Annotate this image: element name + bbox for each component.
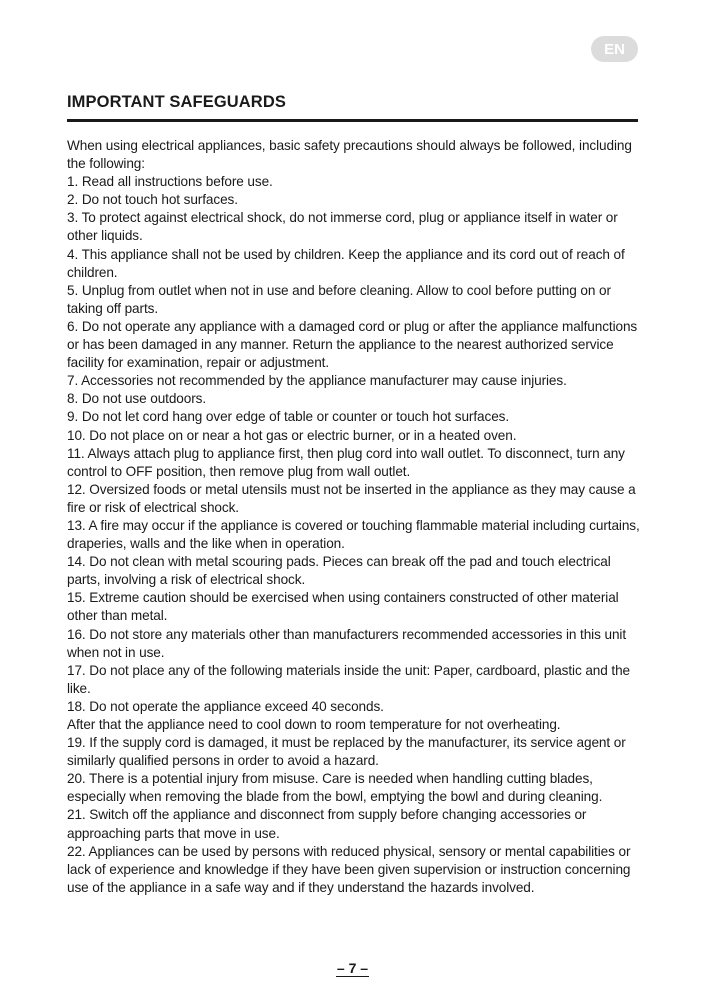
safeguard-item-22: 22. Appliances can be used by persons with reduced physical, sensory or mental capabilities or lack of experience and knowledge if they have been given supervision or instruction concerning use of the appliance in a safe way and if they understand the hazards involved. — [67, 843, 631, 895]
page-number — [0, 960, 705, 976]
safeguard-item-19: 19. If the supply cord is damaged, it must be replaced by the manufacturer, its service agent or similarly qualified persons in order to avoid a hazard. — [67, 735, 626, 769]
safeguard-item-11: 11. Always attach plug to appliance first, then plug cord into wall outlet. To disconnect, turn any control to OFF position, then remove plug from wall outlet. — [67, 445, 625, 479]
safeguard-item-15: 15. Extreme caution should be exercised when using containers constructed of other material other than metal. — [67, 590, 619, 624]
safeguard-item-14: 14. Do not clean with metal scouring pads. Pieces can break off the pad and touch electrical parts, involving a risk of electrical shock. — [67, 554, 611, 588]
safeguard-item-18-note: After that the appliance need to cool down to room temperature for not overheating. — [67, 717, 561, 732]
safeguard-item-4: 4. This appliance shall not be used by children. Keep the appliance and its cord out of reach of children. — [67, 246, 625, 280]
title-underline — [67, 119, 638, 122]
safeguard-item-1: 1. Read all instructions before use. — [67, 174, 273, 190]
safeguard-item-5: 5. Unplug from outlet when not in use and before cleaning. Allow to cool before putting on or taking off parts. — [67, 282, 611, 316]
intro-paragraph: When using electrical appliances, basic safety precautions should always be followed, including the following: — [67, 138, 632, 172]
safeguard-item-18: 18. Do not operate the appliance exceed 40 seconds. — [67, 698, 384, 714]
safeguard-item-21: 21. Switch off the appliance and disconnect from supply before changing accessories or approaching parts that move in use. — [67, 807, 587, 841]
safeguard-item-6: 6. Do not operate any appliance with a damaged cord or plug or after the appliance malfunctions or has been damaged in any manner. Return the appliance to the nearest authorized service facility for examination, repair or adjustment. — [67, 318, 638, 371]
language-badge: EN — [591, 36, 638, 62]
page-title: IMPORTANT SAFEGUARDS — [67, 93, 286, 111]
safeguard-item-12: 12. Oversized foods or metal utensils must not be inserted in the appliance as they may cause a fire or risk of electrical shock. — [67, 481, 636, 515]
safeguard-item-8: 8. Do not use outdoors. — [67, 391, 207, 407]
safeguard-item-17: 17. Do not place any of the following materials inside the unit: Paper, cardboard, plastic and the like. — [67, 662, 630, 696]
safeguard-item-3: 3. To protect against electrical shock, do not immerse cord, plug or appliance itself in water or other liquids. — [67, 210, 618, 244]
safeguard-item-2: 2. Do not touch hot surfaces. — [67, 192, 238, 208]
page-number-text: – 7 – — [336, 960, 369, 976]
safeguard-item-10: 10. Do not place on or near a hot gas or electric burner, or in a heated oven. — [67, 427, 517, 443]
safeguard-item-13: 13. A fire may occur if the appliance is covered or touching flammable material including curtains, draperies, walls and the like when in operation. — [67, 517, 640, 552]
safeguards-body — [67, 137, 645, 897]
safeguard-item-7: 7. Accessories not recommended by the appliance manufacturer may cause injuries. — [67, 373, 567, 389]
safeguard-item-20: 20. There is a potential injury from misuse. Care is needed when handling cutting blades, especially when removing the blade from the bowl, emptying the bowl and during cleaning. — [67, 771, 603, 805]
safeguard-item-16: 16. Do not store any materials other than manufacturers recommended accessories in this unit when not in use. — [67, 626, 626, 660]
safeguard-item-9: 9. Do not let cord hang over edge of table or counter or touch hot surfaces. — [67, 409, 510, 425]
